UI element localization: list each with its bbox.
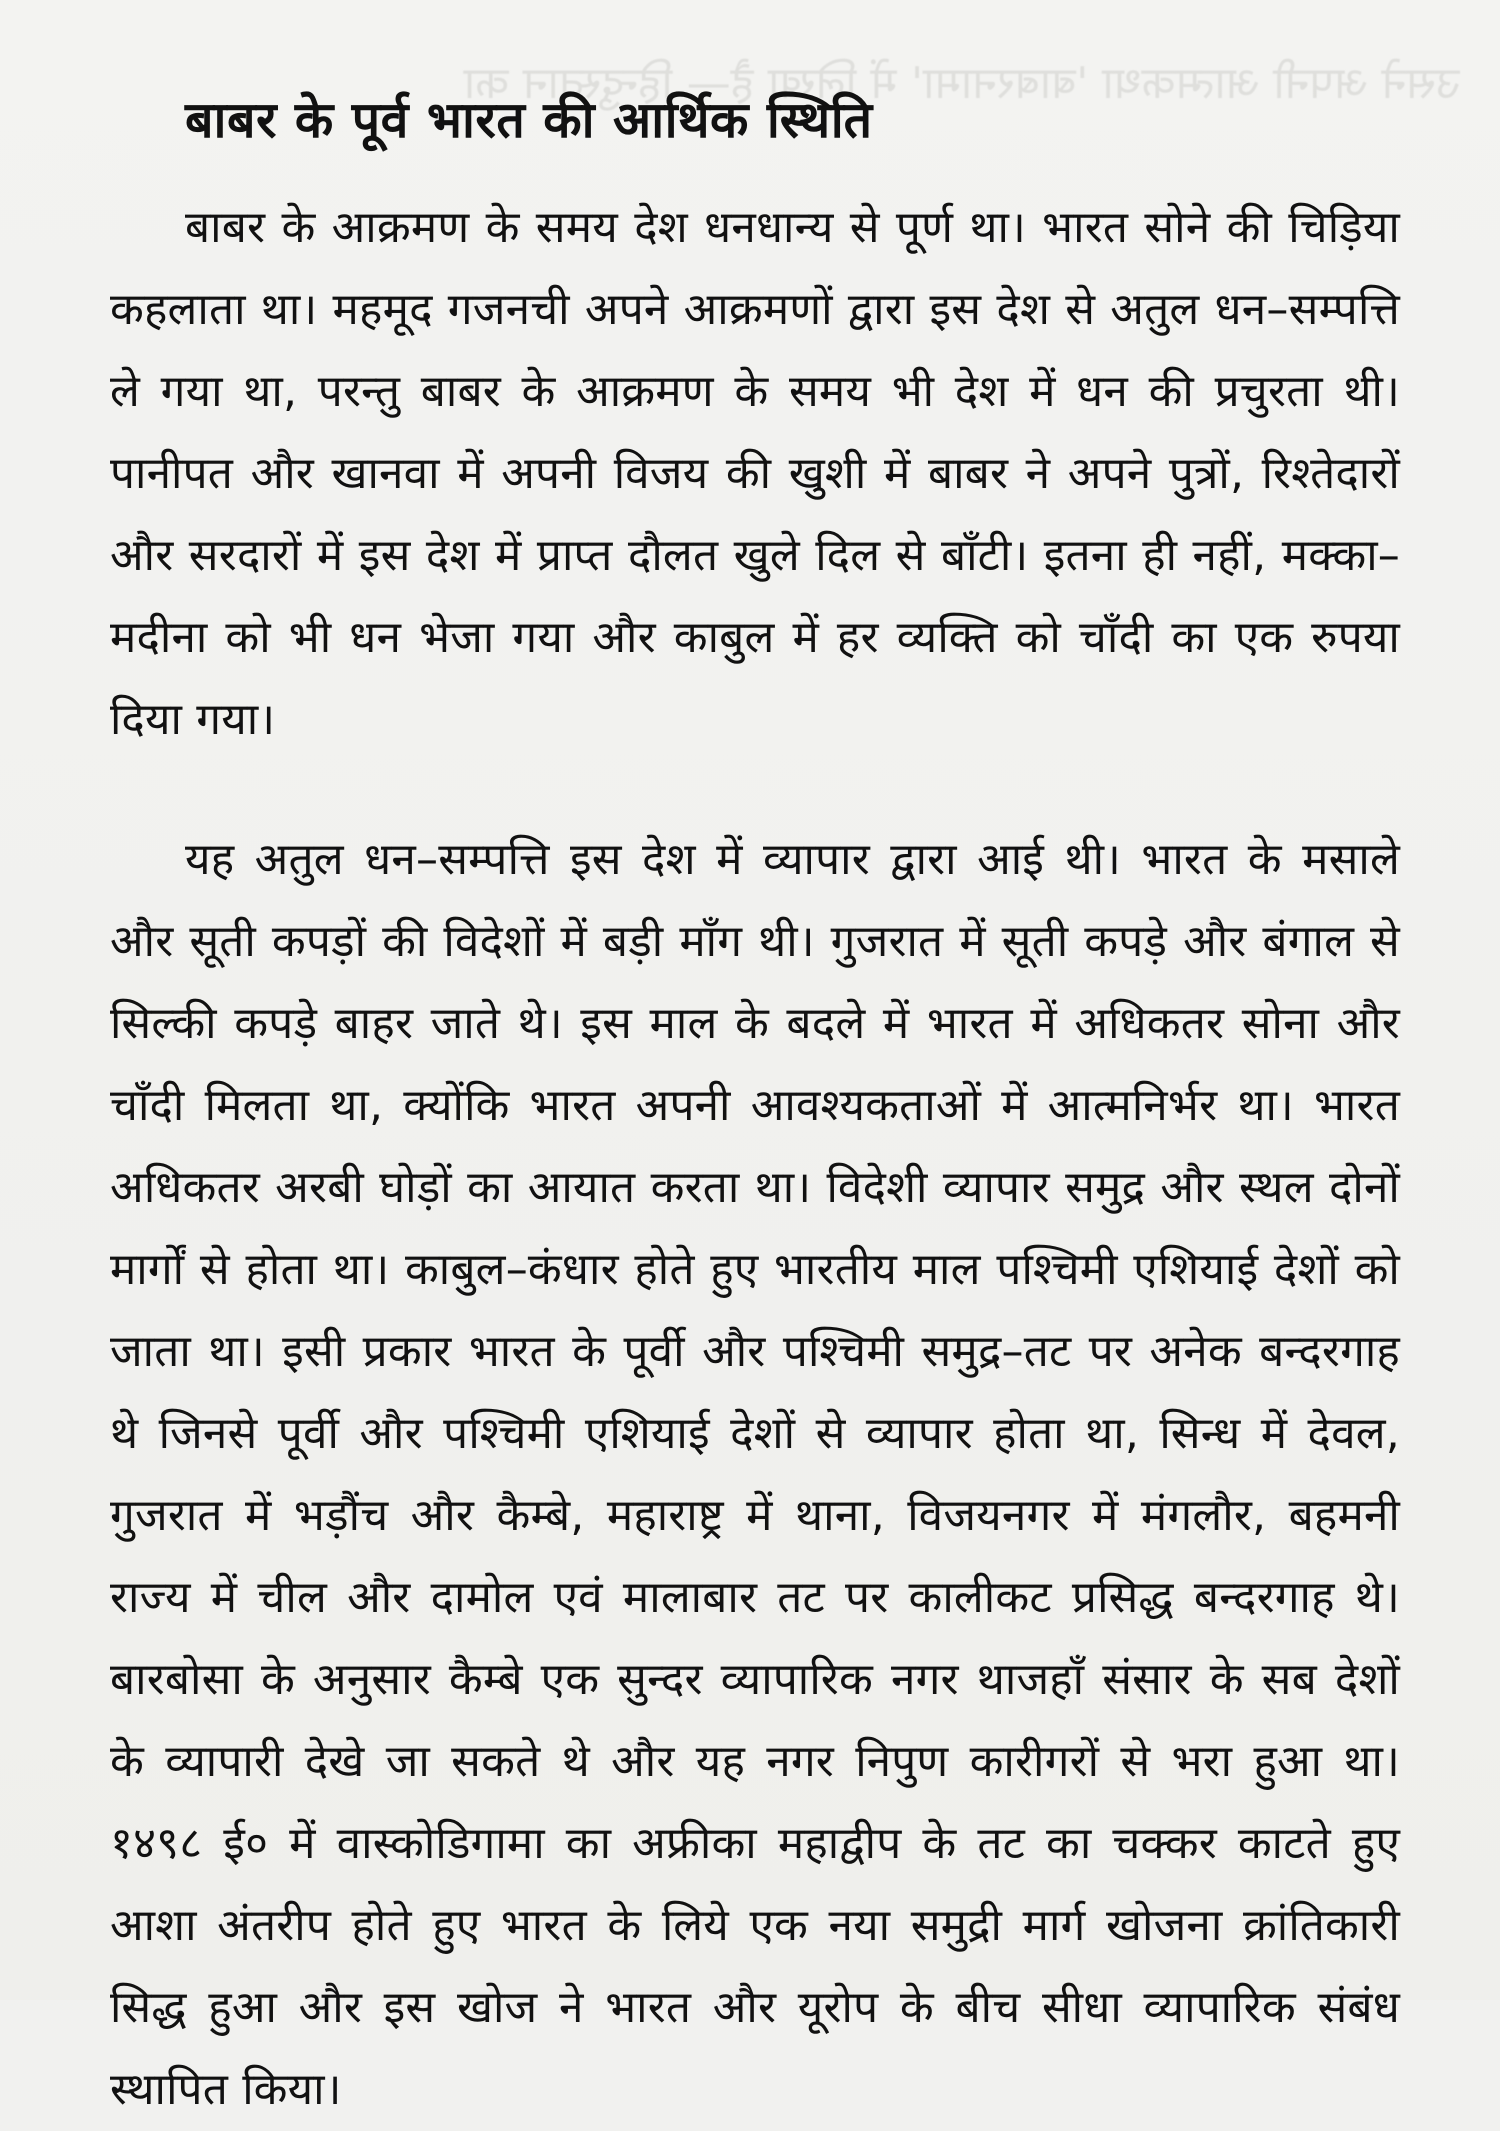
paragraph-1: बाबर के आक्रमण के समय देश धनधान्य से पूर्ण था। भारत सोने की चिड़िया कहलाता था। महमूद गजनची अपने आक्रमणों द्वारा इस देश से अतुल धन–सम्पत्ति ले गया था, परन्तु बाबर के आक्रमण के समय भी देश में धन की प्रचुरता थी। पानीपत और खानवा में अपनी विजय की खुशी में बाबर ने अपने पुत्रों, रिश्तेदारों और सरदारों में इस देश में प्राप्त दौलत खुले दिल से बाँटी। इतना ही नहीं, मक्का–मदीना को भी धन भेजा गया और काबुल में हर व्यक्ति को चाँदी का एक रुपया दिया गया। (110, 202, 1400, 745)
paragraph-2: यह अतुल धन–सम्पत्ति इस देश में व्यापार द्वारा आई थी। भारत के मसाले और सूती कपड़ों की विदेशों में बड़ी माँग थी। गुजरात में सूती कपड़े और बंगाल से सिल्की कपड़े बाहर जाते थे। इस माल के बदले में भारत में अधिकतर सोना और चाँदी मिलता था, क्योंकि भारत अपनी आवश्यकताओं में आत्मनिर्भर था। भारत अधिकतर अरबी घोड़ों का आयात करता था। विदेशी व्यापार समुद्र और स्थल दोनों मार्गों से होता था। काबुल–कंधार होते हुए भारतीय माल पश्चिमी एशियाई देशों को जाता था। इसी प्रकार भारत के पूर्वी और पश्चिमी समुद्र–तट पर अनेक बन्दरगाह थे जिनसे पूर्वी और पश्चिमी एशियाई देशों से व्यापार होता था, सिन्ध में देवल, गुजरात में भड़ौंच और कैम्बे, महाराष्ट्र में थाना, विजयनगर में मंगलौर, बहमनी राज्य में चील और दामोल एवं मालाबार तट पर कालीकट प्रसिद्ध बन्दरगाह थे। बारबोसा के अनुसार कैम्बे एक सुन्दर व्यापारिक नगर थाजहाँ संसार के सब देशों के व्यापारी देखे जा सकते थे और यह नगर निपुण कारीगरों से भरा हुआ था। १४९८ ई० में वास्कोडिगामा का अफ्रीका महाद्वीप के तट का चक्कर काटते हुए आशा अंतरीप होते हुए भारत के लिये एक नया समुद्री मार्ग खोजना क्रांतिकारी सिद्ध हुआ और इस खोज ने भारत और यूरोप के बीच सीधा व्यापारिक संबंध स्थापित किया। (110, 834, 1400, 2115)
section-heading: बाबर के पूर्व भारत की आर्थिक स्थिति (185, 91, 873, 149)
page-content (110, 75, 1400, 2131)
bleed-through-line: उसने अपनी आत्मकथा 'बाबरनामा' में लिखा है— हिन्दुस्तान का (463, 58, 1460, 109)
